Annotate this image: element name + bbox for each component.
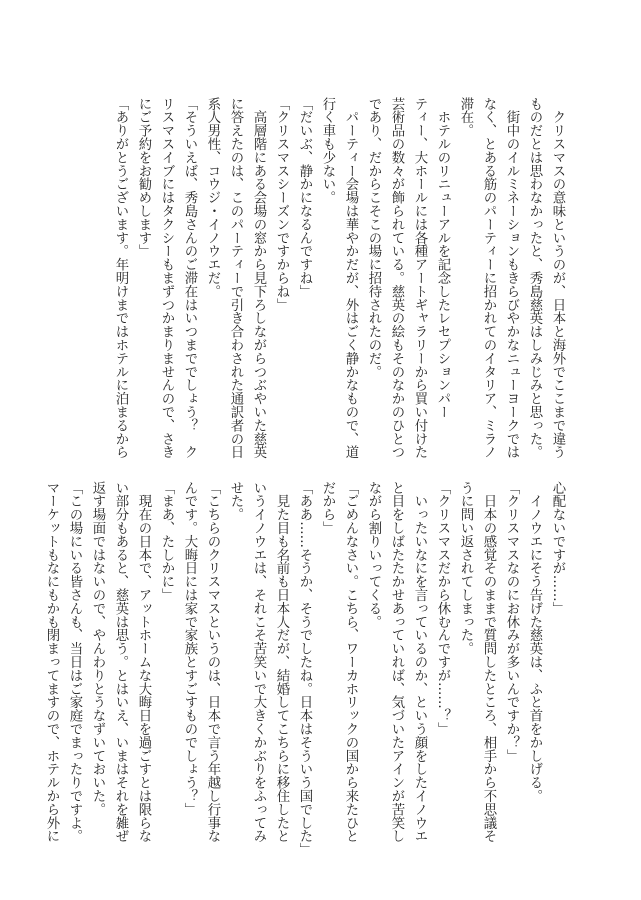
- text-line: 「クリスマスシーズンですからね」: [274, 97, 289, 312]
- text-line: だから」: [320, 481, 335, 535]
- text-line: ものだとは思わなかったと、秀島慈英はしみじみと思った。: [527, 97, 542, 459]
- text-line: いうイノウエは、それこそ苦笑いで大きくかぶりをふってみ: [251, 481, 266, 843]
- text-line: ホテルのリニューアルを記念したレセプションパー: [435, 97, 450, 419]
- text-line: 返す場面ではないので、やんわりとうなずいておいた。: [90, 481, 105, 816]
- text-line: んです。大晦日には家で家族とすごすものでしょう？」: [182, 481, 197, 816]
- text-line: に答えたのは、このパーティーで引き合わされた通訳者の日: [228, 97, 243, 459]
- text-line: 行く車も少ない。: [320, 97, 335, 205]
- text-line: 街中のイルミネーションもきらびやかなニューヨークでは: [504, 97, 519, 459]
- text-line: 系人男性、コウジ・イノウエだ。: [205, 97, 220, 298]
- text-line: いったいなにを言っているのか、という顔をしたイノウエ: [412, 481, 427, 843]
- text-block-bottom: [40, 481, 569, 857]
- text-line: マーケットもなにもかも閉まってますので、ホテルから外に: [44, 481, 59, 843]
- text-line: 現在の日本で、アットホームな大晦日を過ごすとは限らな: [136, 481, 151, 843]
- text-line: 心配ないですが……」: [550, 481, 565, 615]
- text-line: 「この場にいる皆さんも、当日はご家庭でまったりですよ。: [67, 481, 82, 843]
- text-line: ティー、大ホールには各種アートギャラリーから買い付けた: [412, 97, 427, 459]
- text-line: 高層階にある会場の窓から見下ろしながらつぶやいた慈英: [251, 97, 266, 459]
- text-line: 日本の感覚そのままで質問したところ、相手から不思議そ: [481, 481, 496, 843]
- text-line: 見た目も名前も日本人だが、結婚してこちらに移住したと: [274, 481, 289, 843]
- text-line: 「クリスマスだから休むんですが……？」: [435, 481, 450, 736]
- text-line: と目をしばたたかせあっていれば、気づいたアインが苦笑し: [389, 481, 404, 843]
- text-line: にご予約をお勧めします」: [136, 97, 151, 258]
- text-line: 滞在。: [458, 97, 473, 138]
- text-block-top: [109, 97, 569, 459]
- text-line: い部分もあると、慈英は思う。とはいえ、いまはそれを雑ぜ: [113, 481, 128, 843]
- text-line: リスマスイブにはタクシーもまずつかまりませんので、さき: [159, 97, 174, 459]
- text-line: イノウエにそう告げた慈英は、ふと首をかしげる。: [527, 481, 542, 803]
- text-line: 「ありがとうございます。年明けまではホテルに泊まるから: [113, 97, 128, 459]
- text-line: 「だいぶ、静かになるんですね」: [297, 97, 312, 298]
- text-line: 「クリスマスなのにお休みが多いんですか？」: [504, 481, 519, 763]
- text-line: 「ごめんなさい。こちら、ワーカホリックの国から来たひと: [343, 481, 358, 843]
- text-line: せた。: [228, 481, 243, 522]
- text-line: うに問い返されてしまった。: [458, 481, 473, 656]
- text-line: パーティー会場は華やかだが、外はごく静かなもので、道: [343, 97, 358, 459]
- text-line: 「ああ……そうか、そうでしたね。日本はそういう国でした」: [297, 481, 312, 857]
- text-line: 芸術品の数々が飾られている。慈英の絵もそのなかのひとつ: [389, 97, 404, 459]
- text-line: ながら割りいってくる。: [366, 481, 381, 629]
- text-line: であり、だからこそこの場に招待されたのだ。: [366, 97, 381, 379]
- text-line: 「こちらのクリスマスというのは、日本で言う年越し行事な: [205, 481, 220, 843]
- text-line: 「まあ、たしかに」: [159, 481, 174, 602]
- text-line: クリスマスの意味というのが、日本と海外でここまで違う: [550, 97, 565, 459]
- text-line: なく、とある筋のパーティーに招かれてのイタリア、ミラノ: [481, 97, 496, 459]
- text-line: 「そういえば、秀島さんのご滞在はいつまででしょう？ ク: [182, 97, 197, 459]
